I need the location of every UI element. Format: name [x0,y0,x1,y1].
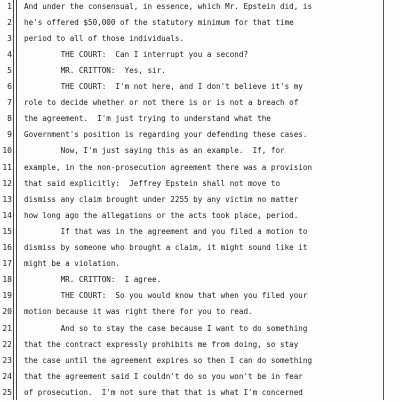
line-text: dismiss any claim brought under 2255 by any victim no matter [24,194,299,204]
line-number: 2 [7,17,12,27]
line-text: the agreement. I'm just trying to understand what the [24,114,271,124]
line-number: 16 [2,243,12,252]
line-text: example, in the non-prosecution agreement there was a provision [24,162,313,172]
line-text: that the agreement said I couldn't do so you won't be in fear [24,371,303,381]
line-text: how long ago the allegations or the acts took place, period. [24,210,299,220]
line-text: role to decide whether or not there is or is not a breach of [24,98,299,108]
line-number: 19 [2,291,12,301]
line-number: 15 [2,226,12,236]
line-number: 1 [7,1,12,11]
line-number: 18 [2,275,12,285]
line-number: 12 [2,178,12,188]
line-text: he's offered $50,000 of the statutory minimum for that time [24,17,294,27]
line-text: of prosecution. I'm not sure that that is what I'm concerned [24,387,303,397]
line-number: 3 [7,33,12,43]
line-number: 11 [2,162,12,172]
line-number: 7 [7,98,12,108]
line-text: dismiss by someone who brought a claim, it might sound like it [24,243,308,252]
line-text: And under the consensual, in essence, which Mr. Epstein did, is [24,1,313,11]
line-text: MR. CRITTON: Yes, sir. [24,65,166,75]
line-number: 5 [7,65,12,75]
line-text: THE COURT: I'm not here, and I don't believe it's my [24,82,303,91]
line-text: MR. CRITTON: I agree. [24,275,162,285]
line-text: that said explicitly: Jeffrey Epstein shall not move to [24,178,281,188]
line-number: 25 [2,387,12,397]
line-number: 23 [2,355,12,365]
line-number: 14 [2,210,12,220]
line-text: Government's position is regarding your defending these cases. [24,130,308,140]
transcript-line [0,384,400,402]
line-number: 22 [2,339,12,349]
line-text: Now, I'm just saying this as an example. If, for [24,146,285,156]
line-text: THE COURT: Can I interrupt you a second? [24,49,249,59]
line-text: If that was in the agreement and you filed a motion to [24,226,308,236]
line-text: motion because it was right there for you to read. [24,307,253,317]
line-text: period to all of those individuals. [24,33,185,43]
line-text: THE COURT: So you would know that when you filed your [24,291,308,301]
line-number: 6 [7,82,12,91]
line-text: And so to stay the case because I want to do something [24,323,308,333]
line-text: might be a violation. [24,259,121,269]
line-text: that the contract expressly prohibits me from doing, so stay [24,339,299,349]
line-number: 21 [2,323,12,333]
line-number: 24 [2,371,12,381]
line-number: 13 [2,194,12,204]
line-text: the case until the agreement expires so then I can do something [24,355,313,365]
line-number: 4 [7,49,12,59]
line-number: 8 [7,114,12,124]
line-number: 17 [2,259,12,269]
line-number: 9 [7,130,12,140]
line-number: 10 [2,146,12,156]
line-number: 20 [2,307,12,317]
